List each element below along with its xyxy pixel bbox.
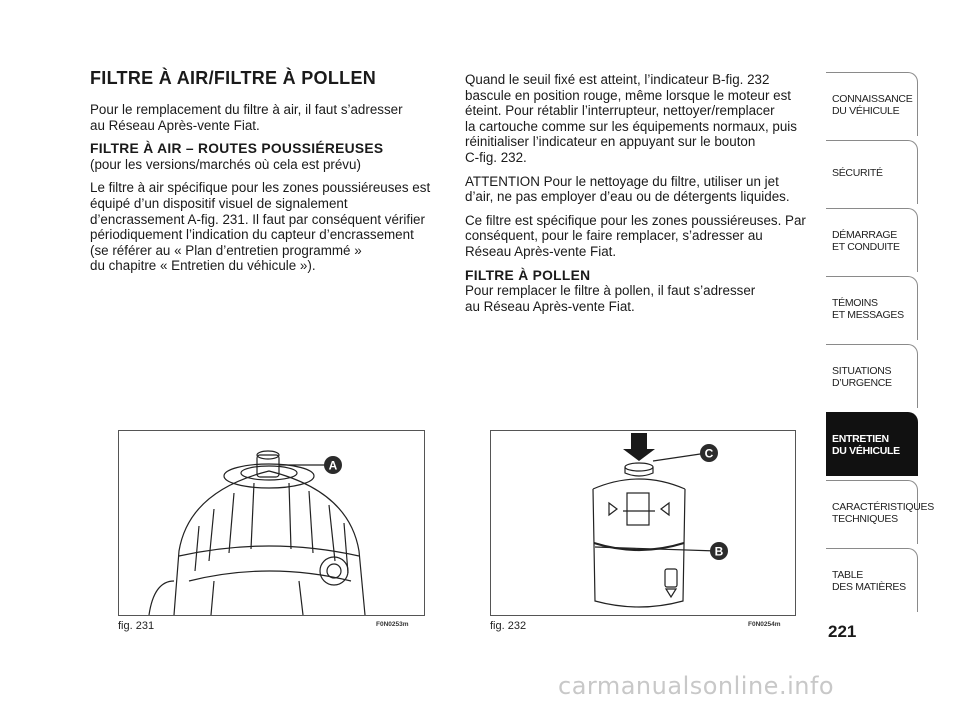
figure-231 (118, 430, 425, 616)
warning-paragraph: ATTENTION Pour le nettoyage du filtre, utiliser un jet d’air, ne pas employer d’eau ou de détergents liquides. (465, 173, 790, 205)
section-heading-pollen-filter: FILTRE À POLLEN (465, 267, 591, 283)
right-text-column (465, 72, 820, 322)
indicator-paragraph: Quand le seuil fixé est atteint, l’indicateur B-fig. 232 bascule en position rouge, même lorsque le moteur est éteint. Pour rétablir l’interrupteur, nettoyer/remplacer la cartouche comme sur les équipements normaux, puis réinitialiser l’indicateur en appuyant sur le bouton C-fig. 232. (465, 72, 797, 165)
figure-231-code: F0N0253m (376, 621, 409, 628)
tab-entretien[interactable]: ENTRETIEN DU VÉHICULE (826, 412, 918, 476)
push-arrow-icon (623, 433, 655, 461)
page-title: FILTRE À AIR/FILTRE À POLLEN (90, 68, 377, 88)
tab-demarrage[interactable]: DÉMARRAGE ET CONDUITE (826, 208, 918, 272)
tab-caracteristiques[interactable]: CARACTÉRISTIQUES TECHNIQUES (826, 480, 918, 544)
callout-b-line (595, 547, 717, 551)
left-text-column (90, 68, 450, 282)
pollen-filter-paragraph: Pour remplacer le filtre à pollen, il faut s’adresser au Réseau Après-vente Fiat. (465, 283, 756, 314)
tab-situations[interactable]: SITUATIONS D’URGENCE (826, 344, 918, 408)
tab-table-matieres[interactable]: TABLE DES MATIÈRES (826, 548, 918, 612)
callout-c-label: C (704, 446, 714, 461)
figure-231-caption: fig. 231 (118, 620, 155, 632)
chapter-sidebar (826, 72, 934, 618)
section-note: (pour les versions/marchés où cela est prévu) (90, 156, 361, 172)
air-filter-paragraph: Le filtre à air spécifique pour les zones poussiéreuses est équipé d’un dispositif visuel de signalement d’encrassement A-fig. 231. Il faut par conséquent vérifier périodiquement l’indication du capteur d’encrassement (se référer au « Plan d’entretien programmé » du chapitre « Entretien du véhicule »). (90, 180, 431, 274)
section-heading-air-filter: FILTRE À AIR – ROUTES POUSSIÉREUSES (90, 141, 384, 157)
callout-b-label: B (714, 544, 724, 559)
air-filter-illustration (119, 431, 424, 615)
dusty-zones-paragraph: Ce filtre est spécifique pour les zones poussiéreuses. Par conséquent, pour le faire remplacer, s’adresser au Réseau Après-vente Fiat. (465, 212, 806, 259)
callout-c-line (653, 453, 707, 461)
figure-232 (490, 430, 796, 616)
figure-232-caption: fig. 232 (490, 620, 527, 632)
figure-232-code: F0N0254m (748, 621, 781, 628)
callout-a-label: A (328, 458, 338, 473)
dust-indicator-illustration (491, 431, 795, 615)
tab-securite[interactable]: SÉCURITÉ (826, 140, 918, 204)
tab-temoins[interactable]: TÉMOINS ET MESSAGES (826, 276, 918, 340)
page-number: 221 (828, 622, 857, 641)
intro-paragraph: Pour le remplacement du filtre à air, il faut s’adresser au Réseau Après-vente Fiat. (90, 102, 403, 133)
tab-connaissance[interactable]: CONNAISSANCE DU VÉHICULE (826, 72, 918, 136)
watermark: carmanualsonline.info (558, 672, 835, 700)
